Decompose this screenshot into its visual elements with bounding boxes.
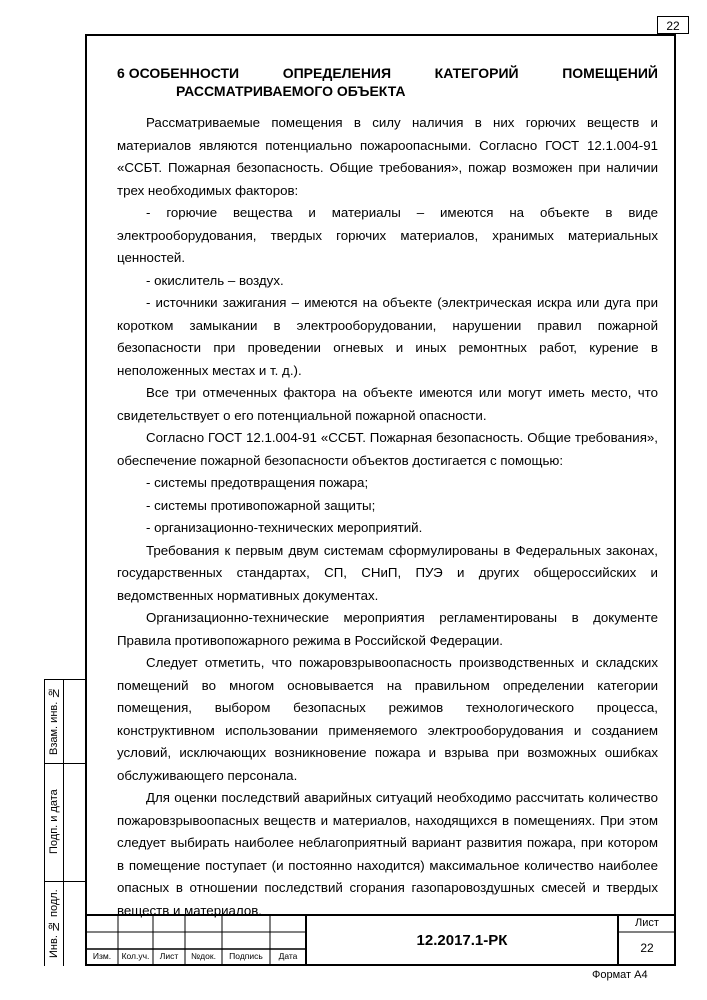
podp-data-label: Подп. и дата	[48, 789, 60, 855]
page-number-top: 22	[657, 16, 689, 34]
section-heading	[117, 64, 658, 100]
stamp-col-ndok: №док.	[191, 951, 216, 961]
inv-podl-label: Инв. № подл.	[48, 889, 60, 958]
list-item: - организационно-технических мероприятий.	[146, 520, 423, 535]
stamp-col-podpis: Подпись	[229, 951, 263, 961]
list-item: - системы противопожарной защиты;	[146, 497, 376, 513]
paragraph: Рассматриваемые помещения в силу наличия в них горючих веществ и материалов являются потенциально пожароопасными. Согласно ГОСТ 12.1.004-91 «ССБТ. Пожарная безопасность. Общие требования», пожар возможен при наличии трех необходимых факторов:	[117, 115, 658, 198]
heading-word-2: ОПРЕДЕЛЕНИЯ	[282, 65, 392, 81]
list-item: - системы предотвращения пожара;	[146, 475, 369, 490]
document-body	[117, 64, 658, 922]
heading-line-2: РАССМАТРИВАЕМОГО ОБЪЕКТА	[176, 83, 406, 99]
paragraph: Требования к первым двум системам сформулированы в Федеральных законах, государственных стандартах, СП, СНиП, ПУЭ и других общероссийских и ведомственных нормативных документах.	[117, 542, 658, 603]
document-code: 12.2017.1-РК	[416, 931, 508, 949]
heading-word-4: ПОМЕЩЕНИЙ	[562, 65, 658, 81]
list-item: - горючие вещества и материалы – имеются на объекте в виде электрооборудования, твердых горючих материалов, хранимых материальных ценностей.	[117, 205, 658, 265]
stamp-col-data: Дата	[278, 951, 298, 961]
stamp-col-list: Лист	[159, 951, 179, 961]
vzam-inv-label: Взам. инв. №	[48, 686, 60, 756]
heading-word-3: КАТЕГОРИЙ	[434, 65, 519, 81]
list-item: - окислитель – воздух.	[146, 272, 284, 288]
paragraph: Для оценки последствий аварийных ситуаций необходимо рассчитать количество пожаровзрывоопасных веществ и материалов, находящихся в помещениях. При этом следует выбирать наиболее неблагоприятный вариант развития пожара, при котором в помещение поступает (и постоянно находится) максимальное количество наиболее опасных в отношении последствий сгорания газопаровоздушных смесей и твердых веществ и материалов.	[117, 790, 658, 918]
heading-word-1: ОСОБЕННОСТИ	[128, 65, 240, 81]
stamp-col-kolvo: Кол.уч.	[121, 951, 150, 961]
paragraph: Следует отметить, что пожаровзрывоопасность производственных и складских помещений во многом основывается на правильном определении категории помещения, выбором безопасных режимов технологического процесса, конструктивном использовании применяемого электрооборудования и созданием условий, исключающих возникновение пожара и взрыва при возможных ошибках обслуживающего персонала.	[117, 655, 658, 783]
format-label: Формат А4	[592, 969, 648, 981]
list-item: - источники зажигания – имеются на объекте (электрическая искра или дуга при коротком замыкании в электрооборудовании, нарушении правил пожарной безопасности при проведении огневых и иных ремонтных работ, курение в неположенных местах и т. д.).	[117, 295, 658, 378]
stamp-sheet-number: 22	[640, 941, 654, 955]
heading-number: 6	[117, 65, 125, 81]
stamp-col-izm: Изм.	[92, 951, 112, 961]
paragraph: Организационно-технические мероприятия регламентированы в документе Правила противопожарного режима в Российской Федерации.	[117, 610, 658, 648]
stamp-sheet-label: Лист	[635, 917, 659, 929]
paragraph: Все три отмеченных фактора на объекте имеются или могут иметь место, что свидетельствует о его потенциальной пожарной опасности.	[117, 385, 658, 423]
paragraph: Согласно ГОСТ 12.1.004-91 «ССБТ. Пожарная безопасность. Общие требования», обеспечение пожарной безопасности объектов достигается с помощью:	[117, 430, 658, 468]
